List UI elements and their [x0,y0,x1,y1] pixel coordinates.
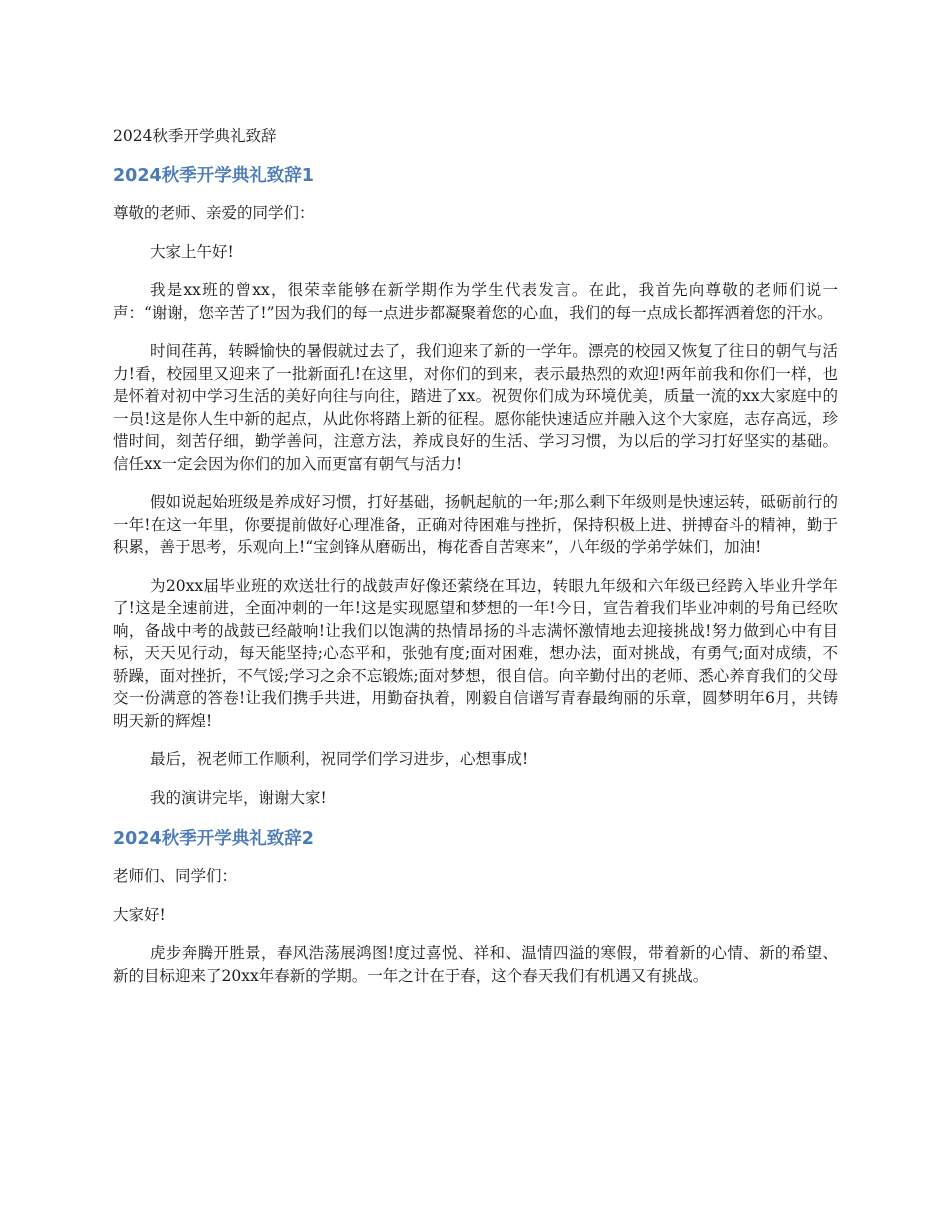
paragraph: 最后，祝老师工作顺利，祝同学们学习进步，心想事成! [150,750,529,768]
paragraph: 假如说起始班级是养成好习惯，打好基础，扬帆起航的一年;那么剩下年级则是快速运转，砥砺前行的一年!在这一年里，你要提前做好心理准备，正确对待困难与挫折，保持积极上进、拼搏奋斗的精神，勤于积累，善于思考，乐观向上!“宝剑锋从磨砺出，梅花香自苦寒来”，八年级的学弟学妹们，加油! [113,493,838,556]
section-1 [113,162,838,809]
salutation: 尊敬的老师、亲爱的同学们： [113,204,315,222]
greeting: 大家好! [113,905,166,924]
section-2 [113,825,838,987]
paragraph: 大家上午好! [150,242,234,261]
section-heading: 2024秋季开学典礼致辞1 [113,166,314,186]
salutation: 老师们、同学们： [113,867,238,885]
paragraph: 虎步奔腾开胜景，春风浩荡展鸿图!度过喜悦、祥和、温情四溢的寒假，带着新的心情、新的希望、新的目标迎来了20xx年春新的学期。一年之计在于春，这个春天我们有机遇又有挑战。 [113,944,838,985]
paragraph: 我的演讲完毕，谢谢大家! [150,788,327,807]
paragraph: 为20xx届毕业班的欢送壮行的战鼓声好像还萦绕在耳边，转眼九年级和六年级已经跨入毕业升学年了!这是全速前进，全面冲刺的一年!这是实现愿望和梦想的一年!今日，宣告着我们毕业冲刺的号角已经吹响，备战中考的战鼓已经敲响!让我们以饱满的热情昂扬的斗志满怀激情地去迎接挑战!努力做到心中有目标，天天见行动，每天能坚持;心态平和，张弛有度;面对困难，想办法，面对挑战，有勇气;面对成绩，不骄躁，面对挫折，不气馁;学习之余不忘锻炼;面对梦想，很自信。向辛勤付出的老师、悉心养育我们的父母交一份满意的答卷!让我们携手共进，用勤奋执着，刚毅自信谱写青春最绚丽的乐章，圆梦明年6月，共铸明天新的辉煌! [113,576,838,730]
document-page [113,122,838,1003]
document-title: 2024秋季开学典礼致辞 [113,127,277,145]
paragraph: 我是xx班的曾xx，很荣幸能够在新学期作为学生代表发言。在此，我首先向尊敬的老师们说一声：“谢谢，您辛苦了!”因为我们的每一点进步都凝聚着您的心血，我们的每一点成长都挥洒着您的汗水。 [113,281,838,322]
section-heading: 2024秋季开学典礼致辞2 [113,829,314,849]
paragraph: 时间荏苒，转瞬愉快的暑假就过去了，我们迎来了新的一学年。漂亮的校园又恢复了往日的朝气与活力!看，校园里又迎来了一批新面孔!在这里，对你们的到来，表示最热烈的欢迎!两年前我和你们一样，也是怀着对初中学习生活的美好向往与向往，踏进了xx。祝贺你们成为环境优美，质量一流的xx大家庭中的一员!这是你人生中新的起点，从此你将踏上新的征程。愿你能快速适应并融入这个大家庭，志存高远，珍惜时间，刻苦仔细，勤学善问，注意方法，养成良好的生活、学习习惯，为以后的学习打好坚实的基础。信任xx一定会因为你们的加入而更富有朝气与活力! [113,342,838,473]
